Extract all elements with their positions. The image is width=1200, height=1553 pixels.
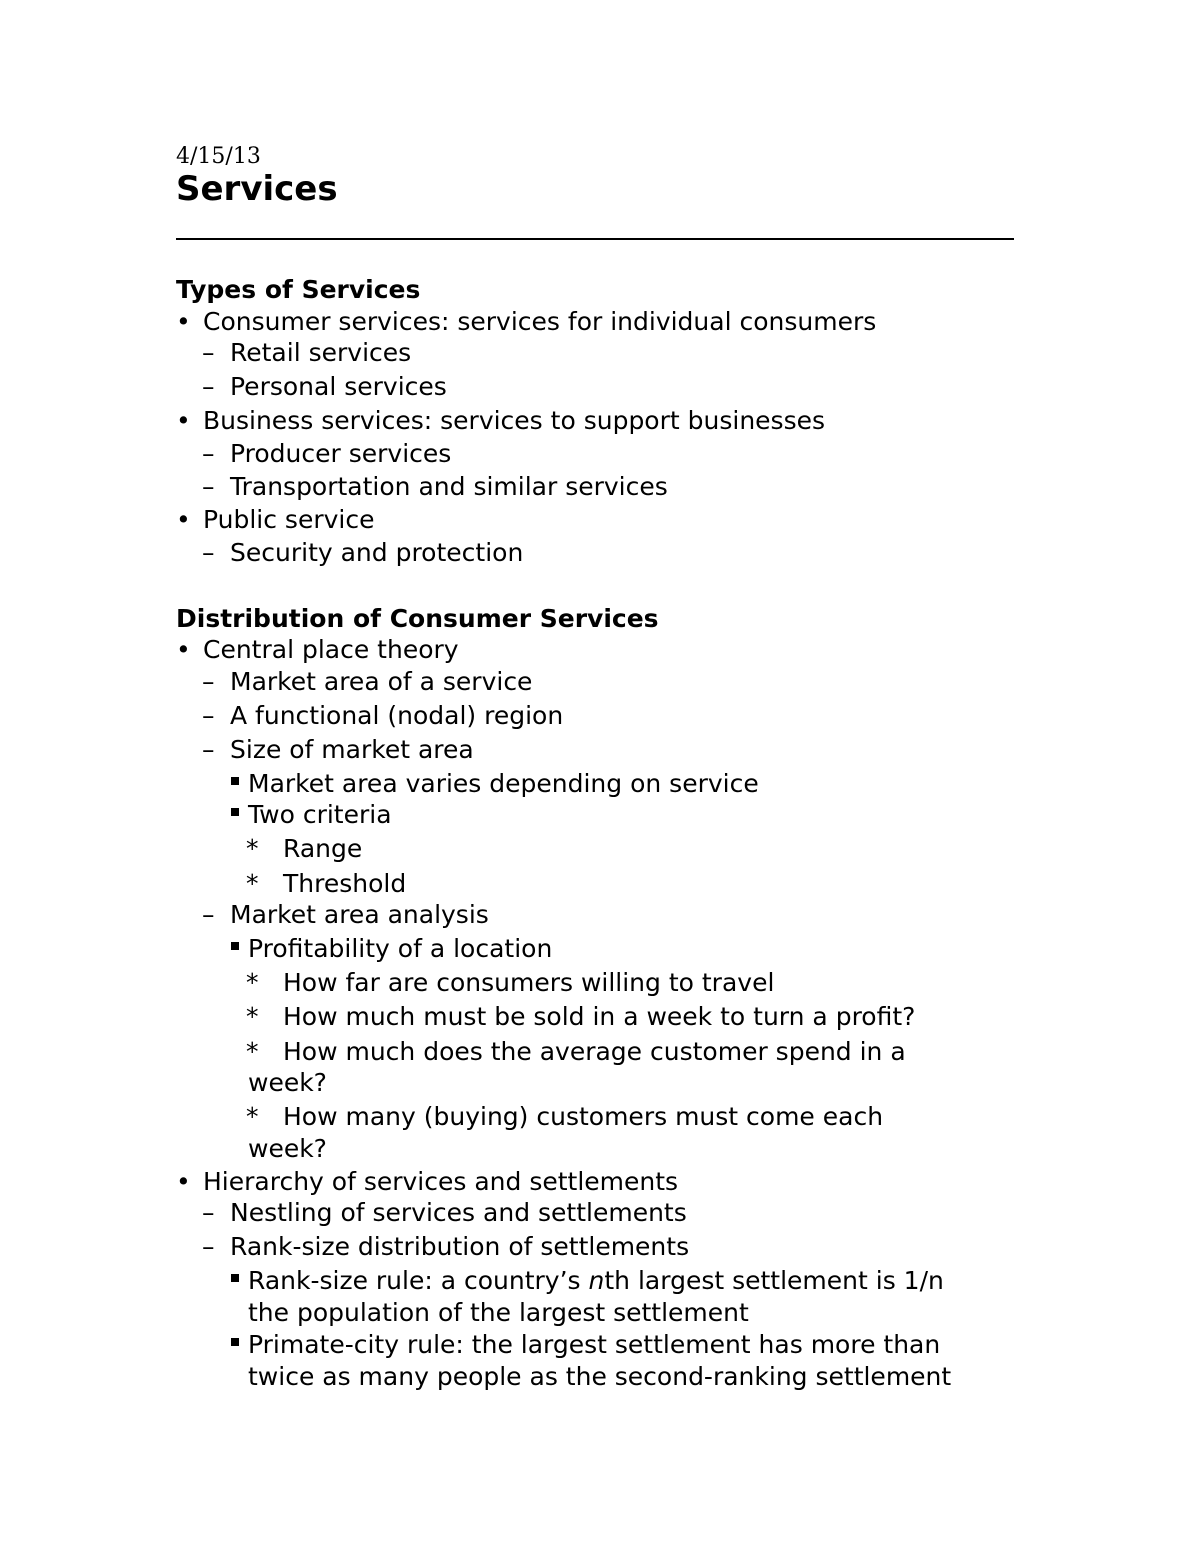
list-item-text: How far are consumers willing to travel bbox=[283, 968, 775, 997]
list-item bbox=[202, 471, 668, 503]
list-item-text: Transportation and similar services bbox=[230, 472, 668, 501]
star-marker: * bbox=[246, 968, 259, 997]
list-item-text: Hierarchy of services and settlements bbox=[203, 1167, 679, 1196]
list-item bbox=[176, 504, 375, 536]
list-item-text: Business services: services to support businesses bbox=[203, 406, 825, 435]
list-item bbox=[246, 1036, 906, 1068]
list-item bbox=[202, 1197, 687, 1229]
square-bullet-icon bbox=[231, 1338, 239, 1346]
list-item-text: Market area analysis bbox=[230, 900, 489, 929]
list-item-text: Primate-city rule: the largest settlement has more than bbox=[248, 1330, 941, 1359]
star-marker: * bbox=[246, 1037, 259, 1066]
list-item bbox=[202, 700, 564, 732]
title-divider bbox=[176, 238, 1014, 240]
list-item-text: Public service bbox=[203, 505, 375, 534]
list-item-text: Profitability of a location bbox=[248, 934, 553, 963]
list-item-text: Retail services bbox=[230, 338, 412, 367]
list-item bbox=[246, 967, 775, 999]
list-item bbox=[176, 306, 877, 338]
list-item bbox=[202, 438, 452, 470]
list-item-text: Central place theory bbox=[203, 635, 459, 664]
list-item-text: How much must be sold in a week to turn a profit? bbox=[283, 1002, 916, 1031]
star-marker: * bbox=[246, 869, 259, 898]
dash-marker: – bbox=[202, 338, 215, 367]
document-date: 4/15/13 bbox=[176, 144, 261, 169]
list-item-emphasis: n bbox=[588, 1266, 605, 1295]
bullet-marker: • bbox=[176, 406, 191, 435]
bullet-marker: • bbox=[176, 505, 191, 534]
list-item bbox=[202, 537, 524, 569]
square-bullet-icon bbox=[231, 808, 239, 816]
list-item-text: Market area varies depending on service bbox=[248, 769, 759, 798]
bullet-marker: • bbox=[176, 307, 191, 336]
list-item bbox=[248, 1265, 944, 1297]
list-item-text: Nestling of services and settlements bbox=[230, 1198, 687, 1227]
star-marker: * bbox=[246, 1102, 259, 1131]
list-item-continuation: twice as many people as the second-ranking settlement bbox=[248, 1362, 952, 1391]
section-heading-types: Types of Services bbox=[176, 275, 421, 304]
list-item-continuation: week? bbox=[248, 1068, 327, 1097]
dash-marker: – bbox=[202, 701, 215, 730]
list-item-text: Two criteria bbox=[248, 800, 392, 829]
list-item-text: Market area of a service bbox=[230, 667, 533, 696]
list-item bbox=[246, 1001, 916, 1033]
list-item bbox=[246, 868, 407, 900]
square-bullet-icon bbox=[231, 942, 239, 950]
star-marker: * bbox=[246, 834, 259, 863]
dash-marker: – bbox=[202, 1232, 215, 1261]
list-item-text: How many (buying) customers must come each bbox=[283, 1102, 884, 1131]
square-bullet-icon bbox=[231, 777, 239, 785]
list-item-text: Security and protection bbox=[230, 538, 524, 567]
dash-marker: – bbox=[202, 735, 215, 764]
list-item-text: Personal services bbox=[230, 372, 447, 401]
list-item-text: A functional (nodal) region bbox=[230, 701, 564, 730]
list-item-text: Consumer services: services for individual consumers bbox=[203, 307, 877, 336]
list-item-text: Producer services bbox=[230, 439, 452, 468]
list-item bbox=[202, 899, 489, 931]
dash-marker: – bbox=[202, 900, 215, 929]
list-item-continuation: week? bbox=[248, 1134, 327, 1163]
bullet-marker: • bbox=[176, 1167, 191, 1196]
list-item bbox=[248, 799, 392, 831]
list-item-text: How much does the average customer spend in a bbox=[283, 1037, 906, 1066]
list-item-text: Threshold bbox=[283, 869, 407, 898]
dash-marker: – bbox=[202, 372, 215, 401]
dash-marker: – bbox=[202, 472, 215, 501]
star-marker: * bbox=[246, 1002, 259, 1031]
list-item-continuation: the population of the largest settlement bbox=[248, 1298, 749, 1327]
list-item bbox=[176, 1166, 679, 1198]
dash-marker: – bbox=[202, 667, 215, 696]
list-item bbox=[176, 634, 459, 666]
dash-marker: – bbox=[202, 1198, 215, 1227]
square-bullet-icon bbox=[231, 1274, 239, 1282]
section-heading-distribution: Distribution of Consumer Services bbox=[176, 604, 659, 633]
dash-marker: – bbox=[202, 538, 215, 567]
list-item bbox=[248, 768, 759, 800]
list-item bbox=[202, 734, 474, 766]
list-item bbox=[202, 666, 533, 698]
bullet-marker: • bbox=[176, 635, 191, 664]
list-item bbox=[202, 1231, 690, 1263]
dash-marker: – bbox=[202, 439, 215, 468]
list-item bbox=[248, 1329, 940, 1361]
list-item bbox=[202, 371, 447, 403]
list-item bbox=[246, 833, 363, 865]
list-item bbox=[248, 933, 552, 965]
document-title: Services bbox=[176, 169, 338, 209]
list-item-text: Size of market area bbox=[230, 735, 474, 764]
list-item bbox=[176, 405, 825, 437]
list-item-text: Rank-size distribution of settlements bbox=[230, 1232, 690, 1261]
list-item-text: th largest settlement is 1/n bbox=[604, 1266, 944, 1295]
list-item bbox=[202, 337, 412, 369]
list-item bbox=[246, 1101, 884, 1133]
list-item-text: Range bbox=[283, 834, 363, 863]
list-item-text: Rank-size rule: a country’s bbox=[248, 1266, 589, 1295]
